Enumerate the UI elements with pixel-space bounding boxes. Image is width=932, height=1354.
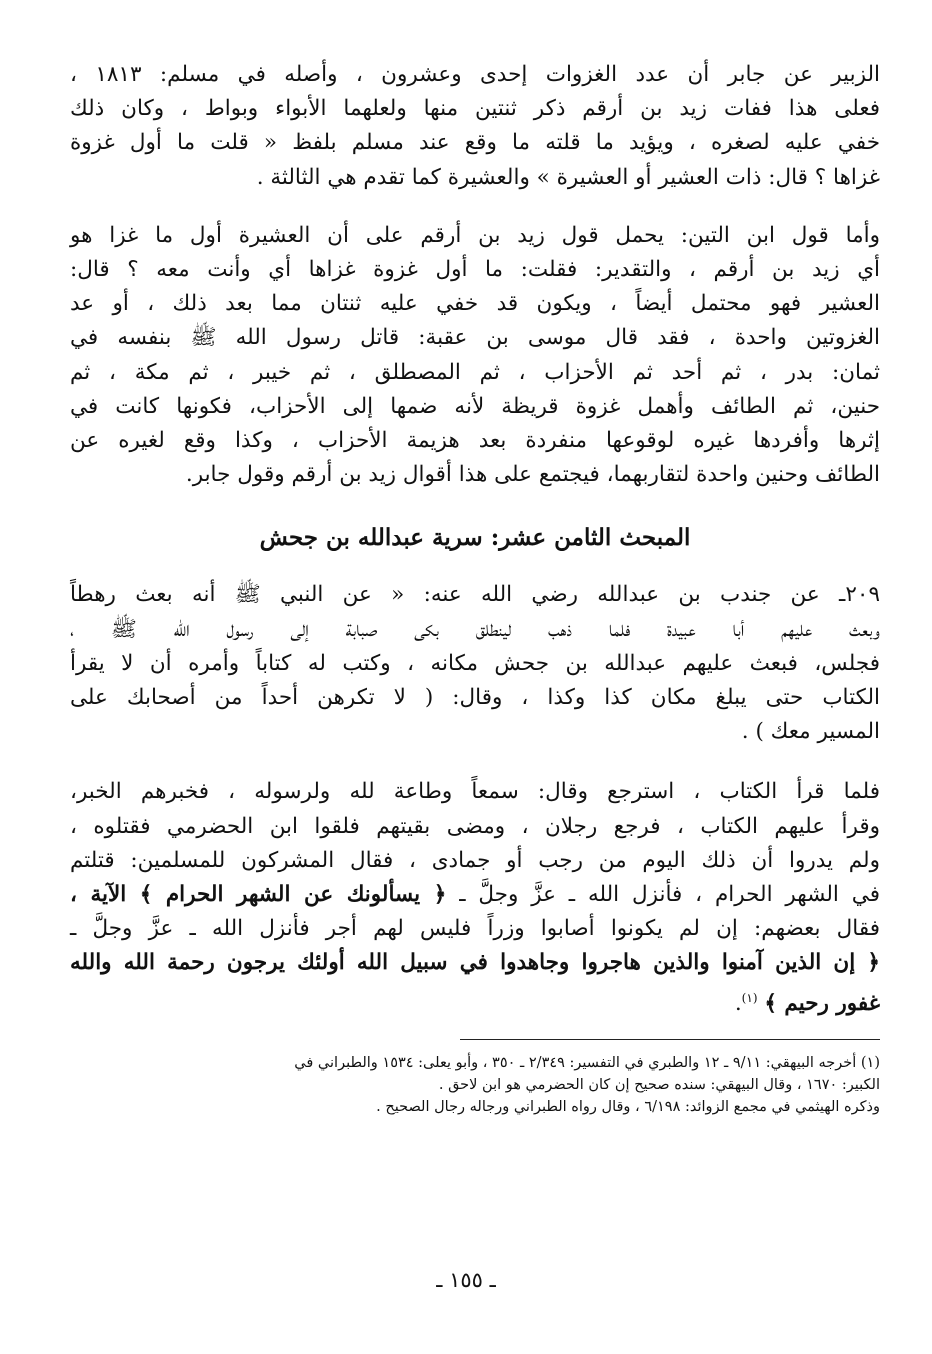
text-line: الكتاب حتى يبلغ مكان كذا وكذا ، وقال: ( لا تكرهن أحداً من أصحابك على — [70, 685, 880, 711]
text-line: وقرأ عليهم الكتاب ، فرجع رجلان ، ومضى بقيتهم فلقوا ابن الحضرمي فقتلوه ، — [70, 813, 880, 839]
text-line: حنين، ثم الطائف وأهمل غزوة قريظة لأنه ضمها إلى الأحزاب، فكونها كانت في — [70, 393, 880, 419]
text-line: وبعث عليهم أبا عبيدة فلما ذهب لينطلق بكى صبابة إلى رسول الله ﷺ ، — [70, 616, 880, 642]
footnote-line: الكبير: ١٦٧٠ ، وقال البيهقي: سنده صحيح إن كان الحضرمي هو ابن لاحق . — [438, 1077, 880, 1094]
footnote-line: وذكره الهيثمي في مجمع الزوائد: ٦/١٩٨ ، وقال رواه الطبراني ورجاله رجال الصحيح . — [376, 1099, 880, 1116]
text-line: أي زيد بن أرقم ، والتقدير: فقلت: ما أول غزوة غزاها أي وأنت معه ؟ قال: — [70, 257, 880, 283]
text-line — [70, 878, 880, 912]
section-heading: المبحث الثامن عشر: سرية عبدالله بن جحش — [259, 524, 691, 552]
text-line: العشير فهو محتمل أيضاً ، ويكون قد خفي عليه ثنتان مما بعد ذلك ، أو عد — [70, 291, 880, 317]
text-line: الغزوتين واحدة ، فقد قال موسى بن عقبة: قاتل رسول الله ﷺ بنفسه في — [70, 325, 880, 351]
text-line: خفي عليه لصغره ، ويؤيد ما قلته ما وقع عند مسلم بلفظ « قلت ما أول غزوة — [70, 130, 880, 156]
text-line: الطائف وحنين واحدة لتقاربهما، فيجتمع على هذا أقوال زيد بن أرقم وقول جابر. — [185, 462, 880, 488]
text-line: غزاها ؟ قال: ذات العشير أو العشيرة » والعشيرة كما تقدم هي الثالثة . — [256, 164, 880, 190]
page-number: ـ ١٥٥ ـ — [436, 1268, 496, 1292]
quran-verse-line: ﴿ إن الذين آمنوا والذين هاجروا وجاهدوا في سبيل الله أولئك يرجون رحمة الله والله — [70, 950, 880, 976]
paragraph-4 — [70, 775, 880, 1021]
text-line: فعلى هذا ففات زيد بن أرقم ذكر ثنتين منها ولعلهما الأبواء وبواط ، وكان ذلك — [70, 96, 880, 122]
text-line: ثمان: بدر ، ثم أحد ثم الأحزاب ، ثم المصطلق ، ثم خيبر ، ثم مكة ، ثم — [70, 359, 880, 385]
footnote — [70, 1052, 880, 1118]
footnote-line: (١) أخرجه البيهقي: ٩/١١ ـ ١٢ والطبري في التفسير: ٢/٣٤٩ ـ ٣٥٠ ، وأبو يعلى: ١٥٣٤ والطبراني في — [294, 1055, 880, 1072]
text-line — [70, 981, 880, 1021]
text-line: الزبير عن جابر أن عدد الغزوات إحدى وعشرون ، وأصله في مسلم: ١٨١٣ ، — [70, 62, 881, 87]
footnote-separator — [460, 1039, 880, 1040]
paragraph-3 — [70, 578, 880, 749]
full-stop: . — [734, 990, 742, 1016]
paragraph-2 — [70, 219, 880, 493]
text-line: إثرها وأفردها غيره لوقوعها منفردة بعد هزيمة الأحزاب ، وكذا وقع لغيره عن — [70, 428, 880, 454]
text-line: المسير معك ) . — [741, 719, 880, 745]
text-line: ٢٠٩ـ عن جندب بن عبدالله رضي الله عنه: « عن النبي ﷺ أنه بعث رهطاً — [70, 582, 880, 608]
footnote-ref: (١) — [741, 990, 758, 1005]
paragraph-1 — [70, 58, 880, 195]
quran-verse: غفور رحيم ﴾ — [764, 990, 880, 1016]
quran-verse: ﴿ يسألونك عن الشهر الحرام ﴾ الآية ، — [70, 882, 447, 908]
text-line: فلما قرأ الكتاب ، استرجع وقال: سمعاً وطاعة لله ولرسوله ، فخبرهم الخبر، — [70, 779, 880, 805]
text-line: ولم يدروا أن ذلك اليوم من رجب أو جمادى ، فقال المشركون للمسلمين: قتلتم — [70, 847, 880, 873]
text-line: وأما قول ابن التين: يحمل قول زيد بن أرقم على أن العشيرة أول ما غزا هو — [70, 222, 880, 248]
text-line: فجلس، فبعث عليهم عبدالله بن جحش مكانه ، وكتب له كتاباً وأمره أن لا يقرأ — [70, 650, 880, 676]
text-segment: في الشهر الحرام ، فأنزل الله ـ عزَّ وجلَّ ـ — [459, 882, 880, 908]
text-line: فقال بعضهم: إن لم يكونوا أصابوا وزراً فليس لهم أجر فأنزل الله ـ عزَّ وجلَّ ـ — [70, 916, 880, 942]
